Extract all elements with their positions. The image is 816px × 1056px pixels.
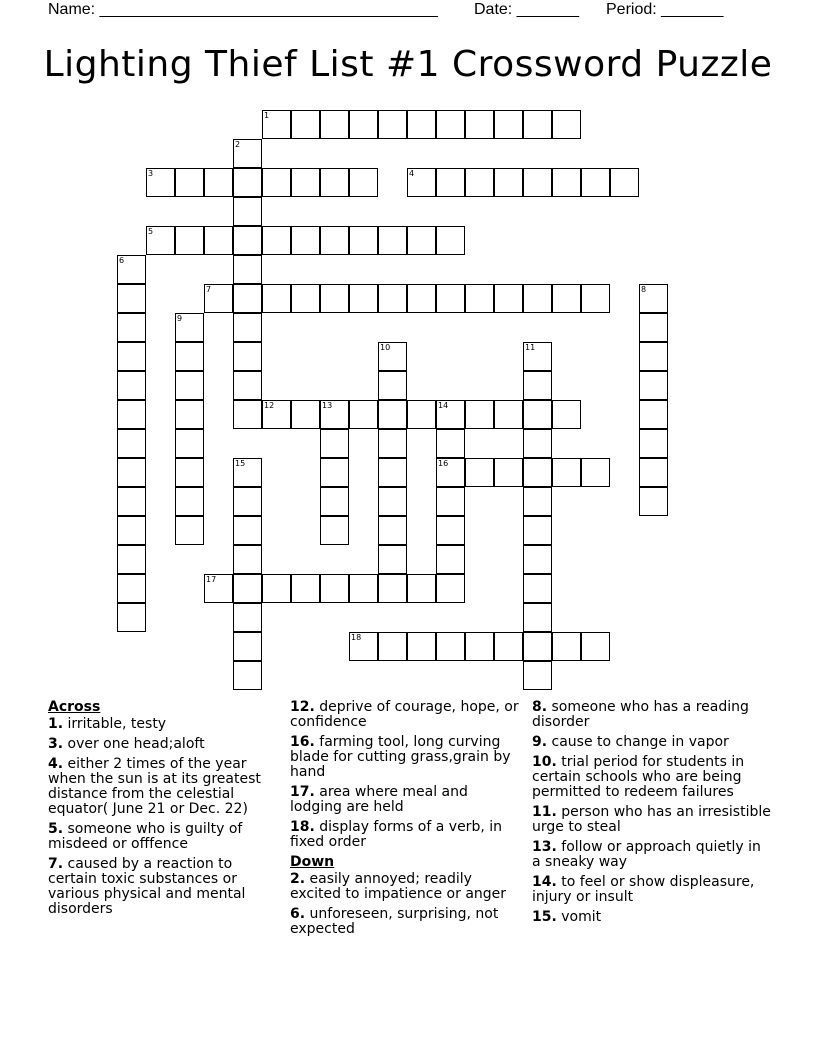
grid-cell[interactable]: [291, 284, 320, 313]
grid-cell[interactable]: [610, 168, 639, 197]
grid-cell[interactable]: [117, 429, 146, 458]
grid-cell[interactable]: [407, 284, 436, 313]
grid-cell[interactable]: [233, 342, 262, 371]
grid-cell[interactable]: [349, 226, 378, 255]
grid-cell[interactable]: [639, 429, 668, 458]
grid-cell[interactable]: [523, 632, 552, 661]
grid-cell[interactable]: [639, 342, 668, 371]
grid-cell[interactable]: [291, 400, 320, 429]
cell-number: 11: [525, 343, 536, 352]
grid-cell[interactable]: [378, 110, 407, 139]
grid-cell[interactable]: [175, 487, 204, 516]
grid-cell[interactable]: [436, 632, 465, 661]
grid-cell[interactable]: [465, 168, 494, 197]
grid-cell[interactable]: [233, 574, 262, 603]
cell-number: 13: [322, 401, 333, 410]
date-field[interactable]: Date: _______: [474, 1, 579, 18]
grid-cell[interactable]: [204, 284, 233, 313]
cell-number: 12: [264, 401, 275, 410]
grid-cell[interactable]: [378, 371, 407, 400]
page-title: Lighting Thief List #1 Crossword Puzzle: [43, 44, 773, 85]
grid-cell[interactable]: [233, 487, 262, 516]
cell-number: 17: [206, 575, 217, 584]
grid-cell[interactable]: [639, 400, 668, 429]
grid-cell[interactable]: [639, 487, 668, 516]
grid-cell[interactable]: [639, 284, 668, 313]
grid-cell[interactable]: [320, 574, 349, 603]
clue-column-3: [532, 700, 772, 930]
grid-cell[interactable]: [436, 516, 465, 545]
grid-cell[interactable]: [552, 168, 581, 197]
grid-cell[interactable]: [320, 400, 349, 429]
grid-cell[interactable]: [233, 545, 262, 574]
grid-cell[interactable]: [233, 168, 262, 197]
grid-cell[interactable]: [465, 632, 494, 661]
grid-cell[interactable]: [262, 574, 291, 603]
clue-across-12: 12. deprive of courage, hope, or confidence: [290, 699, 519, 730]
clue-across-7: 7. caused by a reaction to certain toxic substances or various physical and mental disorders: [48, 856, 246, 917]
grid-cell[interactable]: [378, 632, 407, 661]
grid-cell[interactable]: [407, 574, 436, 603]
grid-cell[interactable]: [494, 168, 523, 197]
grid-cell[interactable]: [262, 226, 291, 255]
grid-cell[interactable]: [523, 487, 552, 516]
grid-cell[interactable]: [407, 226, 436, 255]
grid-cell[interactable]: [233, 400, 262, 429]
clue-across-1: 1. irritable, testy: [48, 716, 167, 732]
grid-cell[interactable]: [146, 226, 175, 255]
grid-cell[interactable]: [349, 110, 378, 139]
grid-cell[interactable]: [407, 400, 436, 429]
grid-cell[interactable]: [175, 168, 204, 197]
grid-cell[interactable]: [320, 168, 349, 197]
grid-cell[interactable]: [349, 574, 378, 603]
grid-cell[interactable]: [436, 429, 465, 458]
grid-cell[interactable]: [378, 458, 407, 487]
grid-cell[interactable]: [552, 632, 581, 661]
grid-cell[interactable]: [117, 516, 146, 545]
grid-cell[interactable]: [378, 516, 407, 545]
grid-cell[interactable]: [465, 400, 494, 429]
clue-down-10: 10. trial period for students in certain schools who are being permitted to redeem failures: [532, 754, 745, 800]
grid-cell[interactable]: [117, 342, 146, 371]
grid-cell[interactable]: [523, 603, 552, 632]
grid-cell[interactable]: [233, 371, 262, 400]
clue-column-1: [48, 700, 280, 922]
grid-cell[interactable]: [320, 458, 349, 487]
grid-cell[interactable]: [175, 226, 204, 255]
grid-cell[interactable]: [175, 429, 204, 458]
grid-cell[interactable]: [291, 110, 320, 139]
clue-across-16: 16. farming tool, long curving blade for cutting grass,grain by hand: [290, 734, 511, 780]
clue-across-5: 5. someone who is guilty of misdeed or offfence: [48, 821, 243, 852]
grid-cell[interactable]: [436, 574, 465, 603]
grid-cell[interactable]: [523, 371, 552, 400]
grid-cell[interactable]: [349, 400, 378, 429]
grid-cell[interactable]: [378, 284, 407, 313]
grid-cell[interactable]: [262, 284, 291, 313]
grid-cell[interactable]: [523, 458, 552, 487]
grid-cell[interactable]: [523, 110, 552, 139]
grid-cell[interactable]: [436, 400, 465, 429]
grid-cell[interactable]: [291, 574, 320, 603]
grid-cell[interactable]: [378, 342, 407, 371]
grid-cell[interactable]: [233, 632, 262, 661]
grid-cell[interactable]: [407, 110, 436, 139]
grid-cell[interactable]: [262, 400, 291, 429]
grid-cell[interactable]: [523, 168, 552, 197]
grid-cell[interactable]: [523, 545, 552, 574]
clue-down-14: 14. to feel or show displeasure, injury or insult: [532, 874, 755, 905]
cell-number: 14: [438, 401, 449, 410]
grid-cell[interactable]: [320, 226, 349, 255]
grid-cell[interactable]: [233, 516, 262, 545]
grid-cell[interactable]: [552, 110, 581, 139]
grid-cell[interactable]: [233, 284, 262, 313]
grid-cell[interactable]: [117, 255, 146, 284]
grid-cell[interactable]: [233, 603, 262, 632]
grid-cell[interactable]: [117, 400, 146, 429]
grid-cell[interactable]: [378, 487, 407, 516]
clue-down-8: 8. someone who has a reading disorder: [532, 699, 749, 730]
grid-cell[interactable]: [494, 284, 523, 313]
grid-cell[interactable]: [378, 429, 407, 458]
grid-cell[interactable]: [117, 313, 146, 342]
clue-down-6: 6. unforeseen, surprising, not expected: [290, 906, 499, 937]
grid-cell[interactable]: [117, 458, 146, 487]
cell-number: 7: [206, 285, 212, 294]
grid-cell[interactable]: [465, 458, 494, 487]
grid-cell[interactable]: [378, 545, 407, 574]
grid-cell[interactable]: [552, 458, 581, 487]
grid-cell[interactable]: [175, 458, 204, 487]
grid-cell[interactable]: [378, 400, 407, 429]
grid-cell[interactable]: [117, 371, 146, 400]
grid-cell[interactable]: [349, 168, 378, 197]
grid-cell[interactable]: [407, 632, 436, 661]
grid-cell[interactable]: [233, 139, 262, 168]
grid-cell[interactable]: [465, 110, 494, 139]
grid-cell[interactable]: [175, 342, 204, 371]
grid-cell[interactable]: [436, 284, 465, 313]
grid-cell[interactable]: [233, 458, 262, 487]
name-field[interactable]: Name: ______________________________________: [48, 1, 438, 18]
cell-number: 4: [409, 169, 415, 178]
grid-cell[interactable]: [233, 255, 262, 284]
grid-cell[interactable]: [233, 313, 262, 342]
clue-column-2: [290, 700, 522, 942]
grid-cell[interactable]: [581, 284, 610, 313]
grid-cell[interactable]: [378, 226, 407, 255]
grid-cell[interactable]: [146, 168, 175, 197]
grid-cell[interactable]: [175, 400, 204, 429]
grid-cell[interactable]: [262, 110, 291, 139]
grid-cell[interactable]: [349, 284, 378, 313]
grid-cell[interactable]: [494, 400, 523, 429]
grid-cell[interactable]: [117, 487, 146, 516]
grid-cell[interactable]: [494, 110, 523, 139]
cell-number: 9: [177, 314, 183, 323]
clue-across-18: 18. display forms of a verb, in fixed order: [290, 819, 502, 850]
grid-cell[interactable]: [581, 168, 610, 197]
grid-cell[interactable]: [552, 400, 581, 429]
cell-number: 16: [438, 459, 449, 468]
grid-cell[interactable]: [204, 574, 233, 603]
grid-cell[interactable]: [204, 168, 233, 197]
grid-cell[interactable]: [494, 632, 523, 661]
grid-cell[interactable]: [175, 313, 204, 342]
grid-cell[interactable]: [175, 516, 204, 545]
clue-down-15: 15. vomit: [532, 909, 602, 925]
grid-cell[interactable]: [291, 168, 320, 197]
cell-number: 1: [264, 111, 270, 120]
grid-cell[interactable]: [233, 197, 262, 226]
grid-cell[interactable]: [523, 516, 552, 545]
grid-cell[interactable]: [262, 168, 291, 197]
grid-cell[interactable]: [233, 226, 262, 255]
cell-number: 18: [351, 633, 362, 642]
grid-cell[interactable]: [639, 313, 668, 342]
grid-cell[interactable]: [581, 632, 610, 661]
grid-cell[interactable]: [233, 661, 262, 690]
grid-cell[interactable]: [320, 487, 349, 516]
clue-down-11: 11. person who has an irresistible urge to steal: [532, 804, 771, 835]
cell-number: 8: [641, 285, 647, 294]
grid-cell[interactable]: [117, 545, 146, 574]
grid-cell[interactable]: [436, 110, 465, 139]
grid-cell[interactable]: [320, 429, 349, 458]
cell-number: 6: [119, 256, 125, 265]
grid-cell[interactable]: [436, 168, 465, 197]
grid-cell[interactable]: [523, 342, 552, 371]
clue-across-3: 3. over one head;aloft: [48, 736, 205, 752]
grid-cell[interactable]: [291, 226, 320, 255]
grid-cell[interactable]: [465, 284, 494, 313]
clue-down-9: 9. cause to change in vapor: [532, 734, 729, 750]
grid-cell[interactable]: [639, 371, 668, 400]
cell-number: 3: [148, 169, 154, 178]
clue-across-17: 17. area where meal and lodging are held: [290, 784, 468, 815]
grid-cell[interactable]: [581, 458, 610, 487]
grid-cell[interactable]: [117, 284, 146, 313]
grid-cell[interactable]: [523, 284, 552, 313]
period-field[interactable]: Period: _______: [606, 1, 724, 18]
grid-cell[interactable]: [436, 487, 465, 516]
grid-cell[interactable]: [523, 400, 552, 429]
grid-cell[interactable]: [407, 168, 436, 197]
cell-number: 10: [380, 343, 391, 352]
cell-number: 5: [148, 227, 154, 236]
across-heading: Across: [48, 699, 101, 715]
grid-cell[interactable]: [523, 429, 552, 458]
grid-cell[interactable]: [436, 458, 465, 487]
grid-cell[interactable]: [117, 603, 146, 632]
clue-across-4: 4. either 2 times of the year when the sun is at its greatest distance from the celestial equator( June 21 or Dec. 22): [48, 756, 261, 817]
grid-cell[interactable]: [117, 574, 146, 603]
grid-cell[interactable]: [175, 371, 204, 400]
cell-number: 2: [235, 140, 241, 149]
grid-cell[interactable]: [436, 545, 465, 574]
grid-cell[interactable]: [523, 661, 552, 690]
grid-cell[interactable]: [320, 516, 349, 545]
cell-number: 15: [235, 459, 246, 468]
grid-cell[interactable]: [320, 110, 349, 139]
clue-down-2: 2. easily annoyed; readily excited to impatience or anger: [290, 871, 507, 902]
grid-cell[interactable]: [378, 574, 407, 603]
grid-cell[interactable]: [349, 632, 378, 661]
grid-cell[interactable]: [639, 458, 668, 487]
grid-cell[interactable]: [494, 458, 523, 487]
grid-cell[interactable]: [204, 226, 233, 255]
grid-cell[interactable]: [552, 284, 581, 313]
grid-cell[interactable]: [320, 284, 349, 313]
down-heading: Down: [290, 854, 335, 870]
clue-down-13: 13. follow or approach quietly in a sneaky way: [532, 839, 761, 870]
grid-cell[interactable]: [523, 574, 552, 603]
grid-cell[interactable]: [436, 226, 465, 255]
